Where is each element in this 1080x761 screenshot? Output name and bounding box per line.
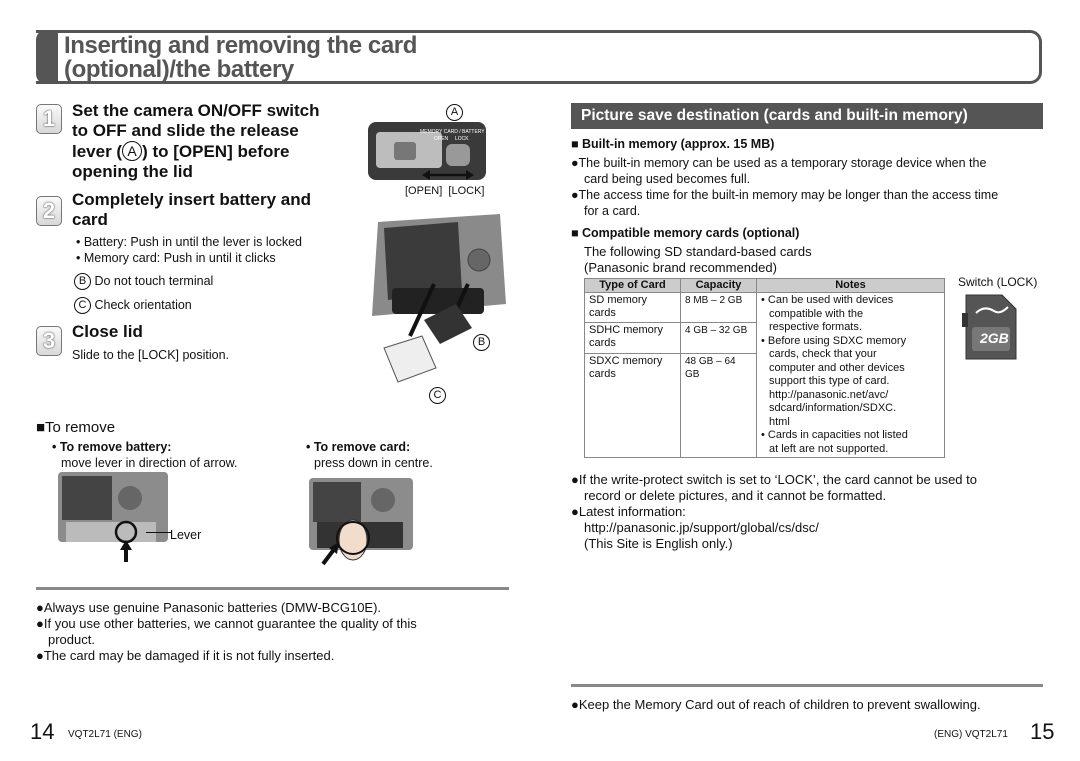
left-divider: [36, 587, 509, 590]
step-1-line-4: opening the lid: [72, 162, 193, 181]
remove-card-text: press down in centre.: [314, 456, 433, 470]
remove-battery-label: • To remove battery:: [52, 440, 172, 454]
step-1-line-1: Set the camera ON/OFF switch: [72, 101, 320, 120]
write-protect-notes: ●If the write-protect switch is set to ‘LOCK’, the card cannot be used to record or delete pictures, and it cannot be formatted. ●Latest information: http://panasonic.jp/support/global/cs/dsc/ (This Site is English only.): [571, 472, 977, 551]
table-row: SDXC memory cards 48 GB – 64 GB: [585, 353, 945, 457]
table-row: SD memory cards 8 MB – 2 GB • Can be used with devices compatible with the respective formats. • Before using SDXC memory cards, check that your computer and other devices support this type of card. http://panasonic.net/avc/ sdcard/information/SDXC. html • Cards in capacities not listed at left are not supported.: [585, 293, 945, 323]
compatible-cards-heading: ■ Compatible memory cards (optional): [571, 226, 800, 240]
lever-leader-line: [146, 532, 172, 533]
switch-lock-label: Switch (LOCK): [958, 275, 1038, 289]
open-lock-label: [OPEN] [LOCK]: [405, 185, 485, 197]
left-notes: ●Always use genuine Panasonic batteries (DMW-BCG10E). ●If you use other batteries, we cannot guarantee the quality of this product. ●The card may be damaged if it is not fully inserted.: [36, 600, 417, 663]
doc-code-left: VQT2L71 (ENG): [68, 729, 142, 740]
step-2-badge: 2: [36, 196, 62, 226]
note-genuine-batteries: ●Always use genuine Panasonic batteries (DMW-BCG10E).: [36, 600, 382, 615]
step-1-line-2: to OFF and slide the release: [72, 121, 299, 140]
doc-code-right: (ENG) VQT2L71: [934, 729, 1008, 740]
remove-card-label: • To remove card:: [306, 440, 411, 454]
remove-card-photo: [309, 478, 413, 566]
note-b: B Do not touch terminal: [74, 273, 213, 290]
notes-cell: • Can be used with devices compatible with the respective formats. • Before using SDXC memory cards, check that your computer and other devices support this type of card. http://panasonic.net/avc/ sdcard/information/SDXC. html • Cards in capacities not listed at left are not supported.: [757, 293, 945, 458]
step-2-bullets: • Battery: Push in until the lever is locked • Memory card: Push in until it clicks: [76, 235, 303, 265]
step-2-title: Completely insert battery and card: [72, 190, 312, 229]
title-line-2: (optional)/the battery: [64, 56, 294, 83]
figure-marker-c: C: [429, 386, 446, 404]
title-line-1: Inserting and removing the card: [64, 32, 418, 59]
step-1-title: [72, 101, 320, 182]
sd-card-illustration: [960, 291, 1020, 363]
table-row: SDHC memory cards 4 GB – 32 GB: [585, 323, 945, 353]
figure-marker-b: B: [473, 333, 490, 351]
marker-a: A: [122, 141, 142, 161]
builtin-memory-notes: ●The built-in memory can be used as a temporary storage device when the card being used becomes full. ●The access time for the built-in memory may be longer than the access time for a card.: [571, 156, 999, 218]
swallow-warning: ●Keep the Memory Card out of reach of children to prevent swallowing.: [571, 697, 981, 712]
note-other-batteries: ●If you use other batteries, we cannot guarantee the quality of this: [36, 616, 417, 631]
figure-marker-a: A: [446, 103, 463, 121]
right-divider: [571, 684, 1043, 687]
note-c: C Check orientation: [74, 297, 192, 314]
builtin-memory-heading: ■ Built-in memory (approx. 15 MB): [571, 137, 775, 151]
camera-back-illustration: [362, 208, 508, 398]
card-types-table: [584, 278, 945, 458]
remove-battery-photo: [58, 472, 168, 564]
page-number-right: 15: [1030, 719, 1055, 744]
step-1-line-3: lever ( A ) to [OPEN] before: [72, 142, 290, 161]
marker-c: C: [74, 297, 91, 314]
sd-card-capacity: 2GB: [980, 330, 1009, 346]
compatible-cards-intro: The following SD standard-based cards (Panasonic brand recommended): [584, 244, 812, 275]
remove-battery-text: move lever in direction of arrow.: [61, 456, 238, 470]
step-3-text: Slide to the [LOCK] position.: [72, 348, 230, 362]
lever-label: Lever: [170, 528, 202, 542]
step-3-badge: 3: [36, 326, 62, 356]
battery-door-switch-illustration: [366, 118, 490, 184]
page-number-left: 14: [30, 719, 55, 744]
support-url: http://panasonic.jp/support/global/cs/dsc/: [584, 520, 819, 535]
to-remove-heading: ■To remove: [36, 419, 116, 436]
table-header-row: Type of Card Capacity Notes: [585, 279, 945, 293]
note-card-damage: ●The card may be damaged if it is not fully inserted.: [36, 648, 335, 663]
marker-b: B: [74, 273, 91, 290]
section-header-save-destination: Picture save destination (cards and built-in memory): [571, 103, 1043, 129]
step-1-badge: 1: [36, 104, 62, 134]
page-title: [64, 34, 417, 82]
step-3-title: Close lid: [72, 322, 143, 341]
